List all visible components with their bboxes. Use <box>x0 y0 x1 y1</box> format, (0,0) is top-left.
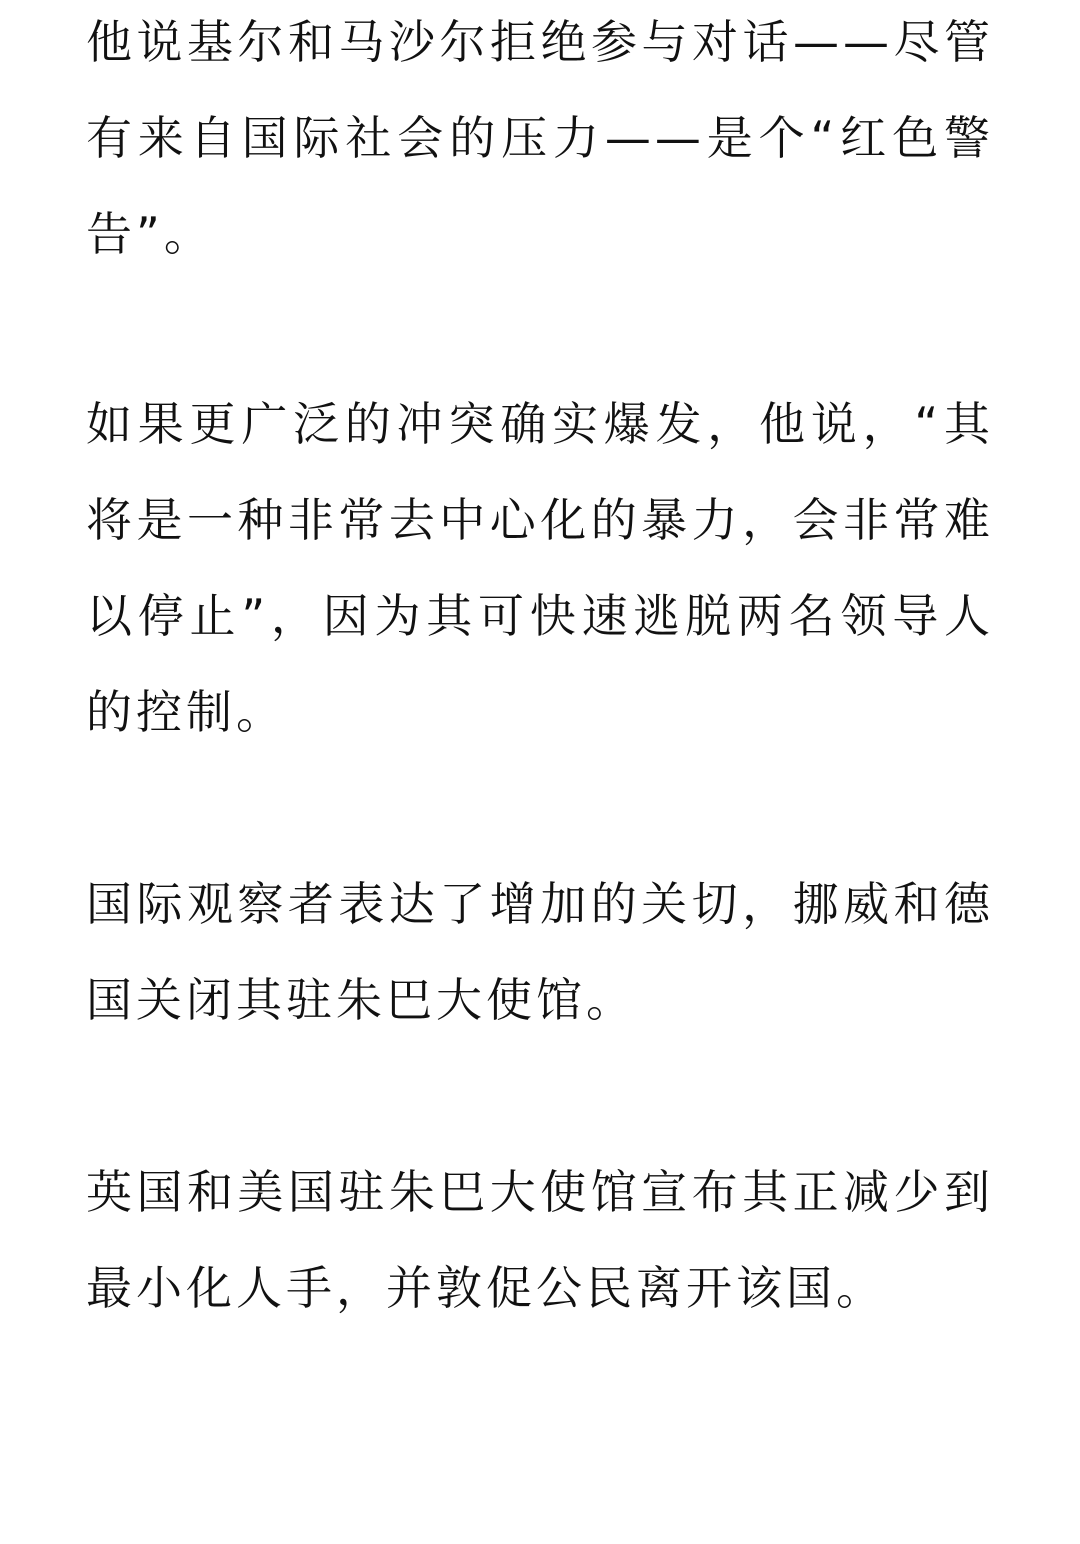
paragraph-2: 如果更广泛的冲突确实爆发，他说，“其将是一种非常去中心化的暴力，会非常难以停止”，因为其可快速逃脱两名领导人的控制。 <box>86 397 994 739</box>
paragraph-4: 英国和美国驻朱巴大使馆宣布其正减少到最小化人手，并敦促公民离开该国。 <box>86 1165 994 1315</box>
paragraph-1: 他说基尔和马沙尔拒绝参与对话——尽管有来自国际社会的压力——是个“红色警告”。 <box>86 15 994 261</box>
paragraph-3: 国际观察者表达了增加的关切，挪威和德国关闭其驻朱巴大使馆。 <box>86 877 994 1027</box>
